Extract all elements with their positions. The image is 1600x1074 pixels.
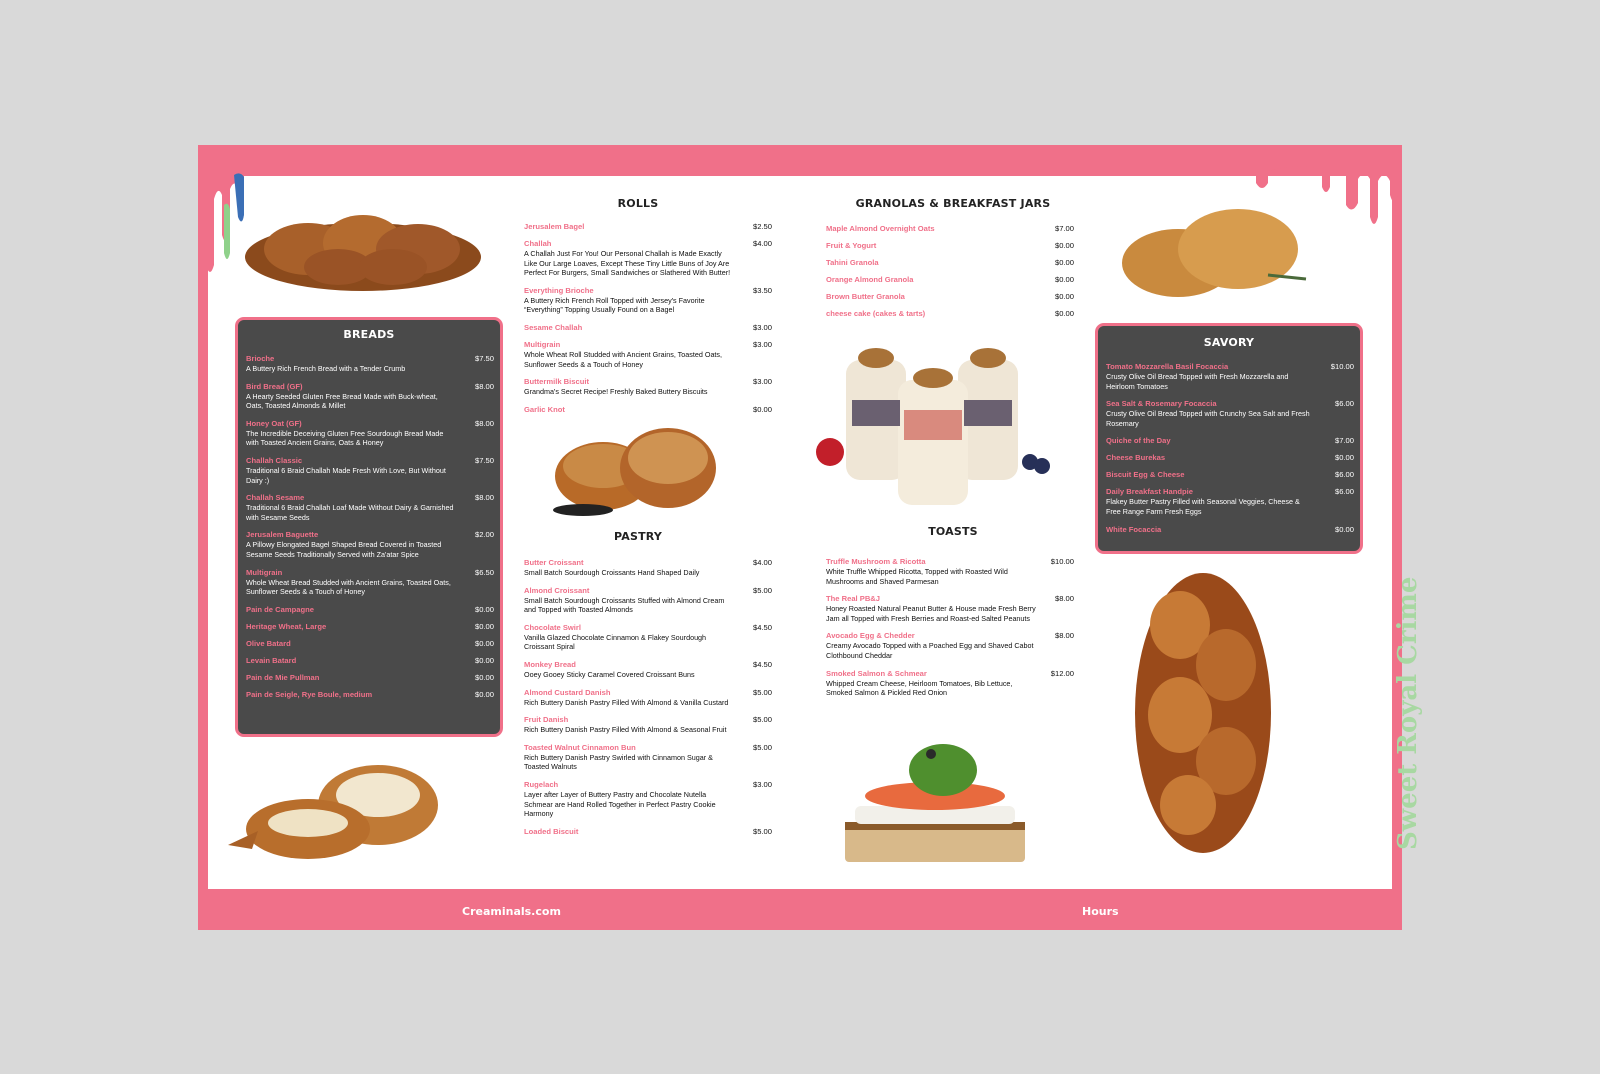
granolas-title: GRANOLAS & BREAKFAST JARS bbox=[855, 197, 1051, 210]
item-name: Chocolate Swirl bbox=[524, 622, 581, 632]
item-name: Heritage Wheat, Large bbox=[246, 621, 327, 631]
item-price: $12.00 bbox=[1050, 668, 1074, 678]
item-name: Multigrain bbox=[246, 567, 283, 577]
breads-item bbox=[246, 605, 494, 615]
item-description: A Buttery Rich French Bread with a Tender Crumb bbox=[246, 364, 406, 373]
item-name: Rugelach bbox=[524, 779, 559, 789]
item-price: $0.00 bbox=[474, 638, 494, 648]
savory-item bbox=[1106, 487, 1354, 516]
bottom-band bbox=[198, 889, 1402, 930]
pastry-image bbox=[218, 745, 458, 865]
item-description: White Truffle Whipped Ricotta, Topped with Roasted Wild Mushrooms and Shaved Parmesan bbox=[826, 567, 1008, 586]
hours-label: Hours bbox=[1082, 905, 1119, 918]
savory-list bbox=[1106, 362, 1354, 542]
pastry-item bbox=[524, 558, 772, 578]
challah-image bbox=[238, 187, 488, 297]
item-name: Monkey Bread bbox=[524, 659, 576, 669]
granolas-item bbox=[826, 258, 1074, 268]
toasts-item bbox=[826, 631, 1074, 660]
savory-item bbox=[1106, 525, 1354, 535]
item-price: $0.00 bbox=[474, 689, 494, 699]
item-name: Levain Batard bbox=[246, 655, 297, 665]
rolls-item bbox=[524, 340, 772, 369]
item-price: $5.00 bbox=[752, 742, 772, 752]
item-description: A Challah Just For You! Our Personal Challah is Made Exactly Like Our Large Loaves, Except These Tiny Little Buns of Joy Are Perfect For Burgers, Small Sandwiches or Slathered With Butter! bbox=[524, 249, 731, 278]
item-name: Honey Oat (GF) bbox=[246, 418, 302, 428]
toasts-item bbox=[826, 557, 1074, 586]
rolls-item bbox=[524, 377, 772, 397]
item-description: Small Batch Sourdough Croissants Stuffed with Almond Cream and Topped with Toasted Almonds bbox=[524, 595, 725, 615]
rolls-item bbox=[524, 239, 772, 278]
toasts-title: TOASTS bbox=[928, 525, 978, 538]
item-description: Vanilla Glazed Chocolate Cinnamon & Flakey Sourdough Croissant Spiral bbox=[524, 632, 707, 652]
item-price: $0.00 bbox=[474, 655, 494, 665]
item-description: Traditional 6 Braid Challah Loaf Made Without Dairy & Garnished with Sesame Seeds bbox=[246, 503, 454, 522]
item-description: Rich Buttery Danish Pastry Filled With Almond & Seasonal Fruit bbox=[524, 725, 727, 735]
item-price: $0.00 bbox=[474, 604, 494, 614]
item-name: Pain de Mie Pullman bbox=[246, 672, 320, 682]
rolls-item bbox=[524, 405, 772, 415]
rolls-item bbox=[524, 286, 772, 315]
item-price: $4.00 bbox=[752, 558, 772, 567]
item-price: $10.00 bbox=[1330, 362, 1354, 371]
item-description: Crusty Olive Oil Bread Topped with Crunchy Sea Salt and Fresh Rosemary bbox=[1106, 409, 1310, 428]
granolas-item bbox=[826, 224, 1074, 234]
granolas-item bbox=[826, 292, 1074, 302]
pastry-list bbox=[524, 558, 772, 844]
item-name: Biscuit Egg & Cheese bbox=[1106, 470, 1185, 480]
rolls-list bbox=[524, 222, 772, 422]
item-name: The Real PB&J bbox=[826, 594, 881, 604]
item-name: Daily Breakfast Handpie bbox=[1106, 487, 1193, 497]
item-name: Jerusalem Baguette bbox=[246, 530, 319, 540]
item-name: Jerusalem Bagel bbox=[524, 222, 585, 231]
item-name: Truffle Mushroom & Ricotta bbox=[826, 557, 926, 566]
item-name: White Focaccia bbox=[1106, 524, 1162, 534]
breads-title: BREADS bbox=[343, 328, 395, 341]
item-name: Pain de Seigle, Rye Boule, medium bbox=[246, 689, 373, 699]
item-description: Whole Wheat Bread Studded with Ancient Grains, Toasted Oats, Sunflower Seeds & a Touch of Honey bbox=[246, 577, 451, 597]
pastry-item bbox=[524, 715, 772, 735]
item-name: Brown Butter Granola bbox=[826, 292, 905, 301]
item-price: $0.00 bbox=[1334, 453, 1354, 463]
focaccia-image bbox=[1118, 205, 1308, 300]
item-name: Garlic Knot bbox=[524, 404, 565, 414]
item-price: $0.00 bbox=[752, 404, 772, 414]
item-name: Challah Classic bbox=[246, 455, 303, 465]
item-price: $6.00 bbox=[1334, 399, 1354, 409]
item-name: Sesame Challah bbox=[524, 322, 583, 332]
item-name: Orange Almond Granola bbox=[826, 275, 914, 284]
item-description: Traditional 6 Braid Challah Made Fresh With Love, But Without Dairy :) bbox=[246, 465, 446, 485]
item-price: $6.00 bbox=[1334, 470, 1354, 480]
pastry-item bbox=[524, 780, 772, 819]
item-name: Avocado Egg & Chedder bbox=[826, 631, 915, 641]
item-description: Small Batch Sourdough Croissants Hand Shaped Daily bbox=[524, 568, 700, 577]
pastry-title: PASTRY bbox=[613, 530, 663, 543]
pastry-item bbox=[524, 660, 772, 680]
item-name: Tomato Mozzarella Basil Focaccia bbox=[1106, 362, 1229, 371]
item-price: $0.00 bbox=[474, 672, 494, 682]
item-price: $2.00 bbox=[474, 530, 494, 540]
item-price: $4.00 bbox=[752, 239, 772, 248]
item-price: $3.00 bbox=[752, 779, 772, 789]
item-name: Sea Salt & Rosemary Focaccia bbox=[1106, 399, 1217, 409]
item-price: $0.00 bbox=[474, 621, 494, 631]
item-description: A Pillowy Elongated Bagel Shaped Bread Covered in Toasted Sesame Seeds Traditionally Served with Za'atar Spice bbox=[246, 540, 442, 559]
pastry-item bbox=[524, 827, 772, 837]
item-description: Rich Buttery Danish Pastry Swirled with Cinnamon Sugar & Toasted Walnuts bbox=[524, 752, 713, 772]
item-name: Almond Croissant bbox=[524, 585, 590, 595]
item-price: $8.00 bbox=[474, 493, 494, 503]
savory-title: SAVORY bbox=[1203, 336, 1255, 349]
item-price: $5.00 bbox=[752, 585, 772, 595]
item-description: A Buttery Rich French Roll Topped with Jersey's Favorite “Everything” Topping Usually Found on a Bagel bbox=[524, 295, 705, 315]
brioche-loaf-image bbox=[1128, 565, 1278, 860]
item-price: $2.50 bbox=[752, 222, 772, 231]
pastry-item bbox=[524, 688, 772, 708]
item-price: $5.00 bbox=[752, 826, 772, 836]
item-name: Butter Croissant bbox=[524, 558, 584, 567]
savory-item bbox=[1106, 399, 1354, 428]
breads-item bbox=[246, 530, 494, 559]
item-name: Bird Bread (GF) bbox=[246, 381, 303, 391]
breads-list bbox=[246, 354, 494, 707]
item-price: $3.00 bbox=[752, 339, 772, 349]
item-price: $6.00 bbox=[1334, 487, 1354, 497]
breakfast-jars-image bbox=[808, 340, 1058, 505]
breads-item bbox=[246, 456, 494, 485]
item-name: Maple Almond Overnight Oats bbox=[826, 224, 935, 233]
granolas-item bbox=[826, 309, 1074, 319]
item-name: Olive Batard bbox=[246, 638, 291, 648]
item-price: $0.00 bbox=[1054, 258, 1074, 267]
item-price: $7.50 bbox=[474, 354, 494, 363]
item-price: $0.00 bbox=[1334, 524, 1354, 534]
granolas-item bbox=[826, 241, 1074, 251]
item-price: $4.50 bbox=[752, 659, 772, 669]
item-name: Brioche bbox=[246, 354, 275, 363]
item-price: $7.00 bbox=[1054, 224, 1074, 233]
brand-name: Sweet Royal Crime bbox=[1393, 576, 1423, 850]
top-band bbox=[198, 145, 1402, 176]
item-description: The Incredible Deceiving Gluten Free Sourdough Bread Made with Toasted Ancient Grains, Oats & Honey bbox=[246, 428, 444, 448]
item-price: $0.00 bbox=[1054, 309, 1074, 318]
everything-roll-image bbox=[543, 420, 728, 520]
item-price: $0.00 bbox=[1054, 275, 1074, 284]
item-name: Almond Custard Danish bbox=[524, 687, 611, 697]
granolas-list bbox=[826, 224, 1074, 326]
breads-item bbox=[246, 622, 494, 632]
item-price: $4.50 bbox=[752, 622, 772, 632]
item-price: $3.00 bbox=[752, 322, 772, 332]
item-description: Grandma's Secret Recipe! Freshly Baked Buttery Biscuits bbox=[524, 387, 708, 397]
item-description: Layer after Layer of Buttery Pastry and Chocolate Nutella Schmear are Hand Rolled Together in Perfect Pastry Cookie Harmony bbox=[524, 789, 716, 819]
item-price: $8.00 bbox=[474, 381, 494, 391]
pastry-item bbox=[524, 623, 772, 652]
item-description: Whipped Cream Cheese, Heirloom Tomatoes, Bib Lettuce, Smoked Salmon & Pickled Red Onion bbox=[826, 678, 1013, 698]
rolls-item bbox=[524, 323, 772, 333]
item-price: $8.00 bbox=[1054, 594, 1074, 604]
savory-item bbox=[1106, 362, 1354, 391]
savory-item bbox=[1106, 453, 1354, 463]
item-name: Challah bbox=[524, 239, 552, 248]
item-name: Cheese Burekas bbox=[1106, 453, 1166, 463]
item-name: Fruit Danish bbox=[524, 715, 569, 725]
item-price: $6.50 bbox=[474, 567, 494, 577]
salmon-toast-image bbox=[843, 730, 1028, 865]
savory-item bbox=[1106, 436, 1354, 446]
item-price: $0.00 bbox=[1054, 241, 1074, 250]
item-name: Buttermilk Biscuit bbox=[524, 377, 589, 387]
item-price: $10.00 bbox=[1050, 557, 1074, 566]
item-price: $8.00 bbox=[1054, 631, 1074, 641]
savory-panel bbox=[1095, 323, 1363, 554]
granolas-item bbox=[826, 275, 1074, 285]
item-price: $7.50 bbox=[474, 455, 494, 465]
item-description: Crusty Olive Oil Bread Topped with Fresh Mozzarella and Heirloom Tomatoes bbox=[1106, 372, 1289, 391]
item-name: Smoked Salmon & Schmear bbox=[826, 668, 927, 678]
breads-item bbox=[246, 354, 494, 374]
breads-item bbox=[246, 656, 494, 666]
breads-panel bbox=[235, 317, 503, 737]
website-link[interactable]: Creaminals.com bbox=[462, 905, 561, 918]
item-description: Creamy Avocado Topped with a Poached Egg and Shaved Cabot Clothbound Cheddar bbox=[826, 641, 1034, 660]
item-description: Rich Buttery Danish Pastry Filled With Almond & Vanilla Custard bbox=[524, 697, 729, 707]
item-name: cheese cake (cakes & tarts) bbox=[826, 309, 926, 318]
item-description: Whole Wheat Roll Studded with Ancient Grains, Toasted Oats, Sunflower Seeds & a Touch of Honey bbox=[524, 349, 723, 369]
breads-item bbox=[246, 690, 494, 700]
savory-item bbox=[1106, 470, 1354, 480]
item-description: Ooey Gooey Sticky Caramel Covered Croissant Buns bbox=[524, 669, 695, 679]
breads-item bbox=[246, 639, 494, 649]
item-price: $5.00 bbox=[752, 687, 772, 697]
item-price: $3.00 bbox=[752, 377, 772, 387]
pastry-item bbox=[524, 586, 772, 615]
item-name: Pain de Campagne bbox=[246, 604, 314, 614]
rolls-item bbox=[524, 222, 772, 232]
item-name: Loaded Biscuit bbox=[524, 826, 579, 836]
menu-spread bbox=[198, 145, 1423, 930]
toasts-item bbox=[826, 594, 1074, 623]
item-description: A Hearty Seeded Gluten Free Bread Made with Buck-wheat, Oats, Toasted Almonds & Millet bbox=[246, 391, 438, 411]
toasts-list bbox=[826, 557, 1074, 706]
item-price: $3.50 bbox=[752, 285, 772, 295]
item-name: Quiche of the Day bbox=[1106, 436, 1171, 446]
item-name: Toasted Walnut Cinnamon Bun bbox=[524, 742, 636, 752]
breads-item bbox=[246, 419, 494, 448]
item-name: Fruit & Yogurt bbox=[826, 241, 877, 250]
item-name: Everything Brioche bbox=[524, 285, 594, 295]
item-price: $7.00 bbox=[1334, 436, 1354, 446]
rolls-title: ROLLS bbox=[617, 197, 659, 210]
item-price: $0.00 bbox=[1054, 292, 1074, 301]
toasts-item bbox=[826, 669, 1074, 698]
item-description: Honey Roasted Natural Peanut Butter & House made Fresh Berry Jam all Topped with Fresh Berries and Roast-ed Salted Peanuts bbox=[826, 604, 1036, 623]
item-name: Multigrain bbox=[524, 339, 561, 349]
item-description: Flakey Butter Pastry Filled with Seasonal Veggies, Cheese & Free Range Farm Fresh Eggs bbox=[1106, 497, 1300, 516]
item-name: Tahini Granola bbox=[826, 258, 879, 267]
breads-item bbox=[246, 673, 494, 683]
breads-item bbox=[246, 493, 494, 522]
breads-item bbox=[246, 568, 494, 597]
pastry-item bbox=[524, 743, 772, 772]
breads-item bbox=[246, 382, 494, 411]
item-price: $5.00 bbox=[752, 715, 772, 725]
item-price: $8.00 bbox=[474, 418, 494, 428]
item-name: Challah Sesame bbox=[246, 493, 305, 503]
